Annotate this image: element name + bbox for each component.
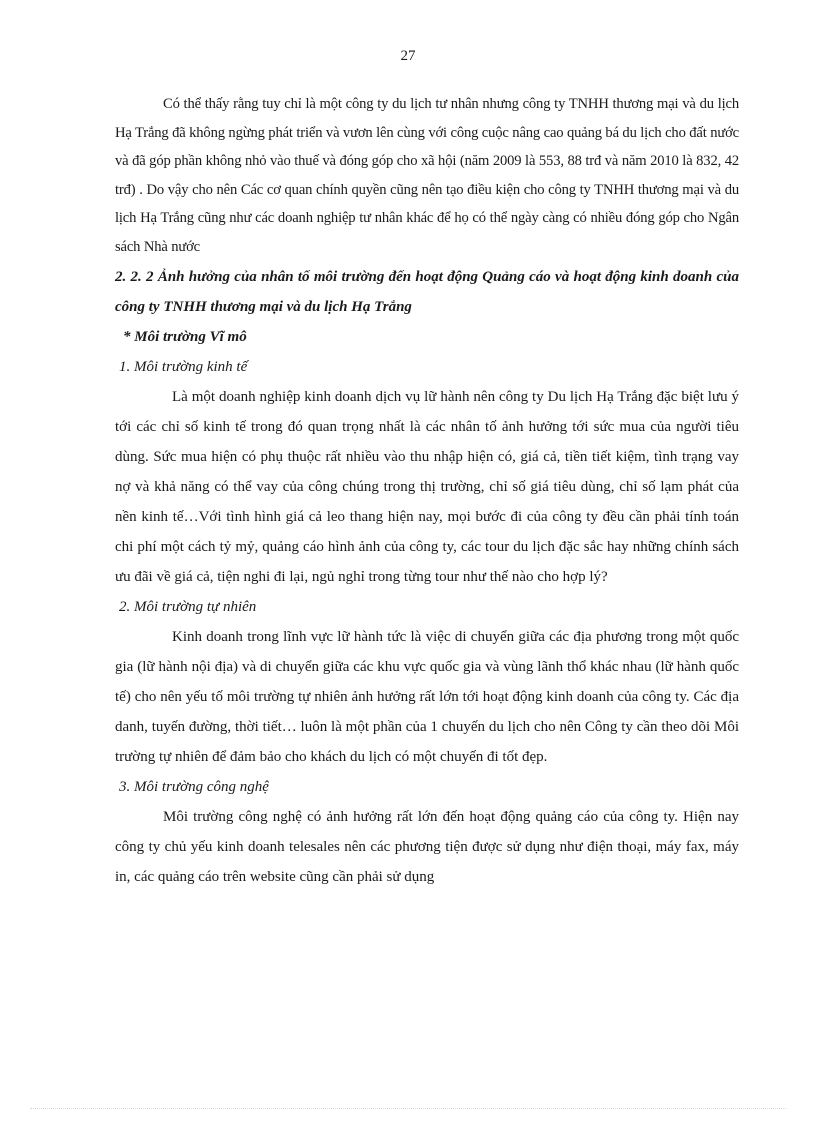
technology-environment-title: 3. Môi trường công nghệ [119,778,269,795]
macro-environment-label: * Môi trường Vĩ mô [123,328,247,345]
economic-environment-title: 1. Môi trường kinh tế [119,358,248,375]
economic-environment-text: Là một doanh nghiệp kinh doanh dịch vụ lữ hành nên công ty Du lịch Hạ Trắng đặc biệt lưu ý tới các chỉ số kinh tế trong đó quan trọng nhất là các nhân tố ảnh hưởng tới sức mua của người tiêu dùng. Sức mua hiện có phụ thuộc rất nhiều vào thu nhập hiện có, giá cả, tiền tiết kiệm, tình trạng vay nợ và khả năng có thể vay của công chúng trong thị trường, chỉ số giá tiêu dùng, chỉ số lạm phát của nền kinh tế…Với tình hình giá cả leo thang hiện nay, mọi bước đi của công ty đều cần phải tính toán chi phí một cách tỷ mỷ, quảng cáo hình ảnh của công ty, các tour du lịch đặc sắc hay những chính sách ưu đãi về giá cả, tiện nghi đi lại, ngủ nghỉ trong từng tour như thế nào cho hợp lý? [115,388,739,585]
page-number: 27 [400,48,416,64]
document-body [115,90,739,892]
natural-environment-text: Kinh doanh trong lĩnh vực lữ hành tức là việc di chuyển giữa các địa phương trong một quốc gia (lữ hành nội địa) và di chuyển giữa các khu vực quốc gia và vùng lãnh thổ khác nhau (lữ hành quốc tế) cho nên yếu tố môi trường tự nhiên ảnh hưởng rất lớn tới hoạt động kinh doanh của công ty. Các địa danh, tuyến đường, thời tiết… luôn là một phần của 1 chuyến du lịch cho nên Công ty cần theo dõi Môi trường tự nhiên để đảm bảo cho khách du lịch có một chuyến đi tốt đẹp. [115,628,739,765]
technology-environment-text: Môi trường công nghệ có ảnh hưởng rất lớn đến hoạt động quảng cáo của công ty. Hiện nay công ty chủ yếu kinh doanh telesales nên các phương tiện được sử dụng như điện thoại, máy fax, máy in, các quảng cáo trên website cũng cần phải sử dụng [115,808,739,885]
natural-environment-title: 2. Môi trường tự nhiên [119,598,257,615]
intro-paragraph: Có thể thấy rằng tuy chỉ là một công ty du lịch tư nhân nhưng công ty TNHH thương mại và du lịch Hạ Trắng đã không ngừng phát triển và vươn lên cùng với công cuộc nâng cao quảng bá du lịch cho đất nước và đã góp phần không nhỏ vào thuế và đóng góp cho xã hội (năm 2009 là 553, 88 trđ và năm 2010 là 832, 42 trđ) . Do vậy cho nên Các cơ quan chính quyền cũng nên tạo điều kiện cho công ty TNHH thương mại và du lịch Hạ Trắng cũng như các doanh nghiệp tư nhân khác để họ có thể ngày càng có nhiều đóng góp cho Ngân sách Nhà nước [115,96,739,255]
section-heading: 2. 2. 2 Ảnh hưởng của nhân tố môi trường đến hoạt động Quảng cáo và hoạt động kinh doanh của công ty TNHH thương mại và du lịch Hạ Trắng [115,268,739,315]
page-bottom-border [30,1108,786,1109]
